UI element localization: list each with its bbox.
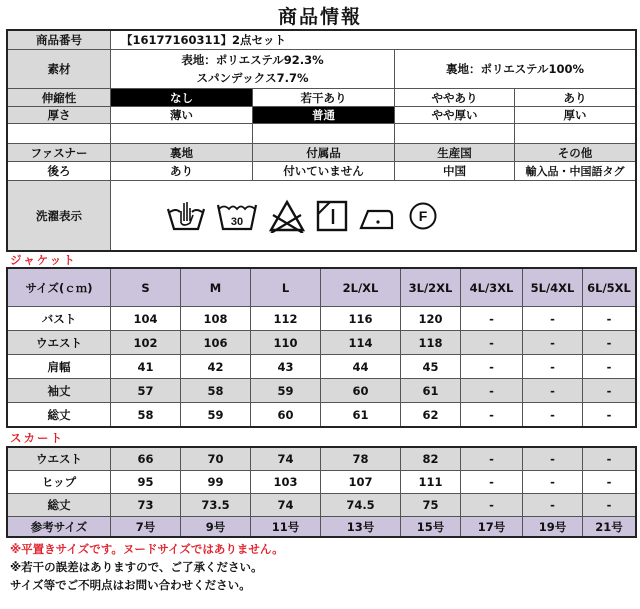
blank-cell	[8, 124, 111, 144]
blank-cell	[515, 124, 636, 144]
material-row	[8, 50, 636, 89]
cell: -	[461, 494, 523, 517]
cell: 120	[401, 307, 461, 331]
row-label: 総丈	[8, 494, 111, 517]
cell: 44	[321, 355, 401, 379]
row-label: ウエスト	[8, 448, 111, 471]
thickness-option-normal: 普通	[253, 107, 395, 124]
cell: -	[461, 448, 523, 471]
hand-wash-icon	[166, 199, 206, 233]
cell: 73.5	[181, 494, 251, 517]
cell: -	[583, 355, 636, 379]
table-row	[8, 379, 636, 403]
low-iron-icon	[358, 201, 398, 231]
cell: -	[461, 355, 523, 379]
attributes-header-row	[8, 144, 636, 162]
cell: -	[523, 331, 583, 355]
blank-cell	[395, 124, 515, 144]
cell: 58	[181, 379, 251, 403]
cell: 78	[321, 448, 401, 471]
table-row	[8, 403, 636, 427]
cell: -	[523, 471, 583, 494]
cell: 103	[251, 471, 321, 494]
size-header: 3L/2XL	[401, 269, 461, 307]
cell: 13号	[321, 517, 401, 537]
attr-header-other: その他	[515, 144, 636, 162]
cell: 102	[111, 331, 181, 355]
size-header: M	[181, 269, 251, 307]
thickness-option-thick: 厚い	[515, 107, 636, 124]
cell: 61	[401, 379, 461, 403]
cell: 112	[251, 307, 321, 331]
cell: 75	[401, 494, 461, 517]
cell: 104	[111, 307, 181, 331]
jacket-size-table	[7, 268, 636, 427]
attr-header-accessories: 付属品	[253, 144, 395, 162]
cell: 15号	[401, 517, 461, 537]
cell: 59	[251, 379, 321, 403]
cell: 108	[181, 307, 251, 331]
cell: 116	[321, 307, 401, 331]
cell: 82	[401, 448, 461, 471]
row-label: ヒップ	[8, 471, 111, 494]
table-row	[8, 307, 636, 331]
lining-material: 裏地：ポリエステル100%	[395, 50, 636, 89]
table-row	[8, 448, 636, 471]
cell: -	[583, 331, 636, 355]
row-label: 参考サイズ	[8, 517, 111, 537]
cell: -	[583, 307, 636, 331]
material-label: 素材	[8, 50, 111, 89]
cell: 9号	[181, 517, 251, 537]
stretch-label: 伸縮性	[8, 89, 111, 107]
reference-size-row	[8, 517, 636, 537]
skirt-section-label: スカート	[10, 431, 64, 445]
size-header: L	[251, 269, 321, 307]
cell: 114	[321, 331, 401, 355]
cell: 60	[251, 403, 321, 427]
jacket-section-label: ジャケット	[10, 253, 77, 267]
row-label: 袖丈	[8, 379, 111, 403]
size-header: 6L/5XL	[583, 269, 636, 307]
attr-header-origin: 生産国	[395, 144, 515, 162]
cell: -	[583, 494, 636, 517]
thickness-row	[8, 107, 636, 124]
row-label: 肩幅	[8, 355, 111, 379]
stretch-option-none: なし	[111, 89, 253, 107]
cell: 74.5	[321, 494, 401, 517]
page-title: 商品情報	[277, 6, 362, 28]
product-no-label: 商品番号	[8, 31, 111, 50]
cell: -	[583, 403, 636, 427]
size-header: 5L/4XL	[523, 269, 583, 307]
cell: -	[461, 331, 523, 355]
attr-value-other: 輸入品・中国語タグ	[515, 162, 636, 181]
product-no-row	[8, 31, 636, 50]
thickness-label: 厚さ	[8, 107, 111, 124]
cell: 41	[111, 355, 181, 379]
cell: 19号	[523, 517, 583, 537]
wash-30-icon	[216, 201, 258, 231]
cell: 42	[181, 355, 251, 379]
attr-value-accessories: 付いていません	[253, 162, 395, 181]
cell: 43	[251, 355, 321, 379]
product-no-value: 【16177160311】2点セット	[111, 31, 636, 50]
attr-header-lining: 裏地	[111, 144, 253, 162]
note-inquiries: サイズ等でご不明点はお問い合わせください。	[10, 578, 251, 592]
stretch-option-slight: 若干あり	[253, 89, 395, 107]
cell: 17号	[461, 517, 523, 537]
note-flat-size: ※平置きサイズです。ヌードサイズではありません。	[10, 542, 284, 556]
blank-cell	[253, 124, 395, 144]
blank-cell	[111, 124, 253, 144]
stretch-option-yes: あり	[515, 89, 636, 107]
note-tolerance: ※若干の誤差はありますので、ご了承ください。	[10, 560, 263, 574]
product-info-table	[7, 30, 636, 251]
cell: -	[523, 307, 583, 331]
care-row	[8, 181, 636, 251]
cell: -	[461, 379, 523, 403]
outer-material-line2: スパンデックス7.7%	[196, 71, 309, 85]
jacket-header-row	[8, 269, 636, 307]
cell: 61	[321, 403, 401, 427]
outer-material-line1: 表地：ポリエステル92.3%	[181, 53, 324, 67]
dry-clean-f-icon	[408, 201, 438, 231]
attr-value-zipper: 後ろ	[8, 162, 111, 181]
cell: 74	[251, 448, 321, 471]
cell: 107	[321, 471, 401, 494]
cell: 95	[111, 471, 181, 494]
drip-dry-shade-icon	[316, 200, 348, 232]
cell: -	[461, 471, 523, 494]
cell: -	[523, 494, 583, 517]
cell: -	[583, 471, 636, 494]
skirt-size-table	[7, 447, 636, 537]
cell: -	[583, 448, 636, 471]
cell: 106	[181, 331, 251, 355]
cell: -	[583, 379, 636, 403]
cell: 7号	[111, 517, 181, 537]
cell: 66	[111, 448, 181, 471]
cell: 21号	[583, 517, 636, 537]
cell: 99	[181, 471, 251, 494]
cell: -	[523, 448, 583, 471]
thickness-option-slightly-thick: やや厚い	[395, 107, 515, 124]
cell: 59	[181, 403, 251, 427]
cell: 74	[251, 494, 321, 517]
cell: -	[523, 403, 583, 427]
blank-row	[8, 124, 636, 144]
row-label: バスト	[8, 307, 111, 331]
attr-value-lining: あり	[111, 162, 253, 181]
outer-material	[111, 50, 395, 89]
cell: 45	[401, 355, 461, 379]
size-header: 4L/3XL	[461, 269, 523, 307]
attr-value-origin: 中国	[395, 162, 515, 181]
cell: 60	[321, 379, 401, 403]
table-row	[8, 471, 636, 494]
no-bleach-icon	[268, 199, 306, 233]
care-label: 洗濯表示	[8, 181, 111, 251]
care-icons-cell	[111, 181, 636, 251]
stretch-option-some: ややあり	[395, 89, 515, 107]
attr-header-zipper: ファスナー	[8, 144, 111, 162]
cell: -	[461, 403, 523, 427]
cell: 111	[401, 471, 461, 494]
cell: -	[461, 307, 523, 331]
care-icons	[111, 199, 635, 233]
stretch-row	[8, 89, 636, 107]
table-row	[8, 355, 636, 379]
cell: 11号	[251, 517, 321, 537]
cell: 57	[111, 379, 181, 403]
svg-text:F: F	[418, 207, 428, 224]
cell: 58	[111, 403, 181, 427]
size-header: 2L/XL	[321, 269, 401, 307]
table-row	[8, 494, 636, 517]
row-label: ウエスト	[8, 331, 111, 355]
cell: -	[523, 355, 583, 379]
svg-text:30: 30	[230, 215, 244, 228]
size-header: S	[111, 269, 181, 307]
attributes-value-row	[8, 162, 636, 181]
cell: -	[523, 379, 583, 403]
cell: 118	[401, 331, 461, 355]
size-header-label: サイズ(ｃｍ)	[8, 269, 111, 307]
cell: 73	[111, 494, 181, 517]
cell: 70	[181, 448, 251, 471]
thickness-option-thin: 薄い	[111, 107, 253, 124]
row-label: 総丈	[8, 403, 111, 427]
cell: 110	[251, 331, 321, 355]
table-row	[8, 331, 636, 355]
cell: 62	[401, 403, 461, 427]
